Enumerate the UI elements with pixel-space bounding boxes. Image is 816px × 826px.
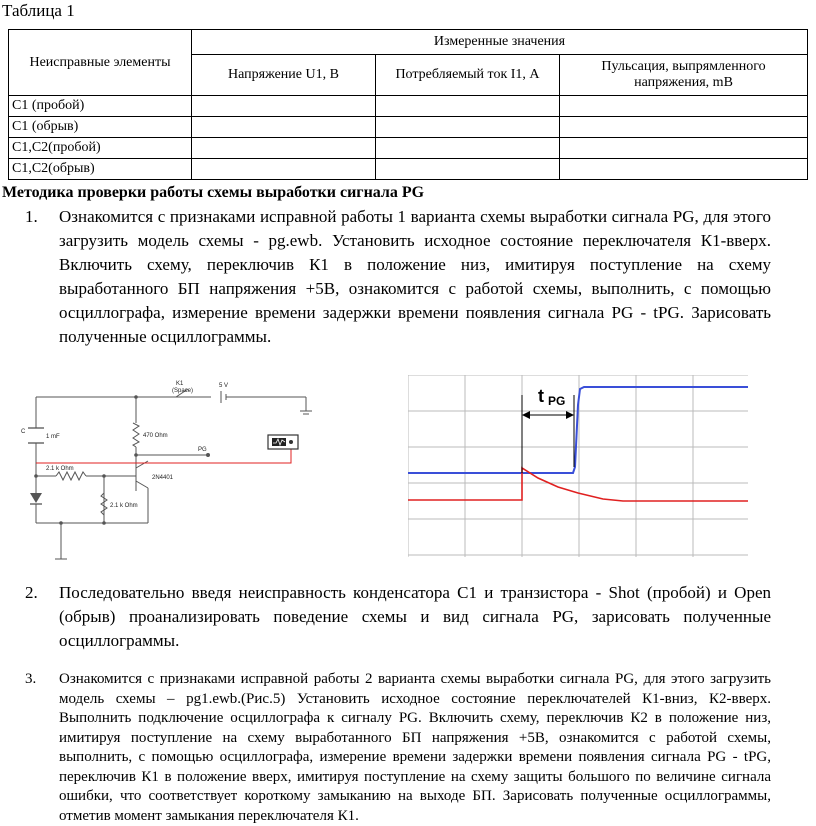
oscillogram bbox=[408, 375, 748, 557]
item-text: Ознакомится с признаками исправной работы 1 варианта схемы выработки сигнала PG, для этого загрузить модель схемы - pg.ewb. Установить исходное состояние переключателя К1-вверх. Включить схему, переключив К1 в положение низ, имитируя поступление на схему выработанного БП напряжения +5В, ознакомится с работой схемы, выполнить, с помощью осциллографа, измерение времени задержки времени появления сигнала PG - tPG. Зарисовать полученные осциллограммы. bbox=[59, 207, 771, 346]
item-number: 3. bbox=[25, 671, 37, 687]
table-cell bbox=[560, 138, 808, 159]
table-cell bbox=[192, 138, 376, 159]
results-table bbox=[8, 29, 808, 180]
switch-label: K1 bbox=[176, 381, 184, 387]
tpg-subscript: PG bbox=[548, 394, 566, 408]
header-ripple: Пульсация, выпрямленного напряжения, mВ bbox=[560, 55, 808, 96]
pg-label: PG bbox=[198, 447, 207, 453]
r-bottom-label: 2.1 k Ohm bbox=[110, 503, 138, 509]
table-cell bbox=[560, 96, 808, 117]
item-text: Ознакомится с признаками исправной работы 2 варианта схемы выработки сигнала PG, для этого загрузить модель схемы – pg1.ewb.(Рис.5) Установить исходное состояние переключателей К1-вниз, К2-вверх. Выполнить подключение осциллографа к сигналу PG. Включить схему, переключив К2 в положение низ, имитируя поступление на схему выработанного БП напряжения +5В, ознакомится с работой схемы, выполнить, с помощью осциллографа, измерение времени задержки времени появления сигнала PG - tPG, переключив К1 в положение вверх, имитируя поступление на схему защиты большого по величине сигнала ошибки, что соответствует короткому замыканию на выходе БП. Зарисовать полученные осциллограммы, отметив момент замыкания переключателя К1. bbox=[59, 671, 771, 824]
source-label: 5 V bbox=[219, 383, 229, 389]
item-number: 2. bbox=[25, 583, 38, 602]
table-cell bbox=[376, 96, 560, 117]
item-number: 1. bbox=[25, 207, 38, 226]
row-label: С1,С2(пробой) bbox=[9, 138, 192, 159]
table-cell bbox=[192, 159, 376, 180]
row-label: С1 (обрыв) bbox=[9, 117, 192, 138]
table-cell bbox=[192, 96, 376, 117]
table-cell bbox=[192, 117, 376, 138]
circuit-schematic bbox=[16, 373, 316, 568]
table-row bbox=[9, 159, 808, 180]
transistor-label: 2N4401 bbox=[152, 475, 174, 481]
table-cell bbox=[560, 159, 808, 180]
row-label: С1 (пробой) bbox=[9, 96, 192, 117]
table-row bbox=[9, 96, 808, 117]
header-voltage: Напряжение U1, В bbox=[192, 55, 376, 96]
table-cell bbox=[560, 117, 808, 138]
header-measured-values: Измеренные значения bbox=[192, 30, 808, 55]
cap-value: 1 mF bbox=[46, 434, 60, 440]
cap-label: C bbox=[21, 429, 26, 435]
switch-key-label: (Space) bbox=[172, 388, 194, 394]
section-title: Методика проверки работы схемы выработки сигнала PG bbox=[2, 184, 425, 201]
item-text: Последовательно введя неисправность конденсатора С1 и транзистора - Shot (пробой) и Open (обрыв) проанализировать поведение схемы и вид сигнала PG, зарисовать полученные осциллограммы. bbox=[59, 583, 771, 650]
table-cell bbox=[376, 138, 560, 159]
r-base-label: 2.1 k Ohm bbox=[46, 466, 74, 472]
tpg-label: t bbox=[538, 386, 544, 406]
table-row bbox=[9, 138, 808, 159]
table-cell bbox=[376, 117, 560, 138]
table-cell bbox=[376, 159, 560, 180]
table-caption: Таблица 1 bbox=[2, 1, 75, 20]
pg-trace bbox=[408, 387, 748, 473]
header-current: Потребляемый ток I1, А bbox=[376, 55, 560, 96]
r-top-label: 470 Ohm bbox=[143, 433, 168, 439]
row-label: С1,С2(обрыв) bbox=[9, 159, 192, 180]
table-row bbox=[9, 117, 808, 138]
header-faulty-elements: Неисправные элементы bbox=[9, 30, 192, 96]
